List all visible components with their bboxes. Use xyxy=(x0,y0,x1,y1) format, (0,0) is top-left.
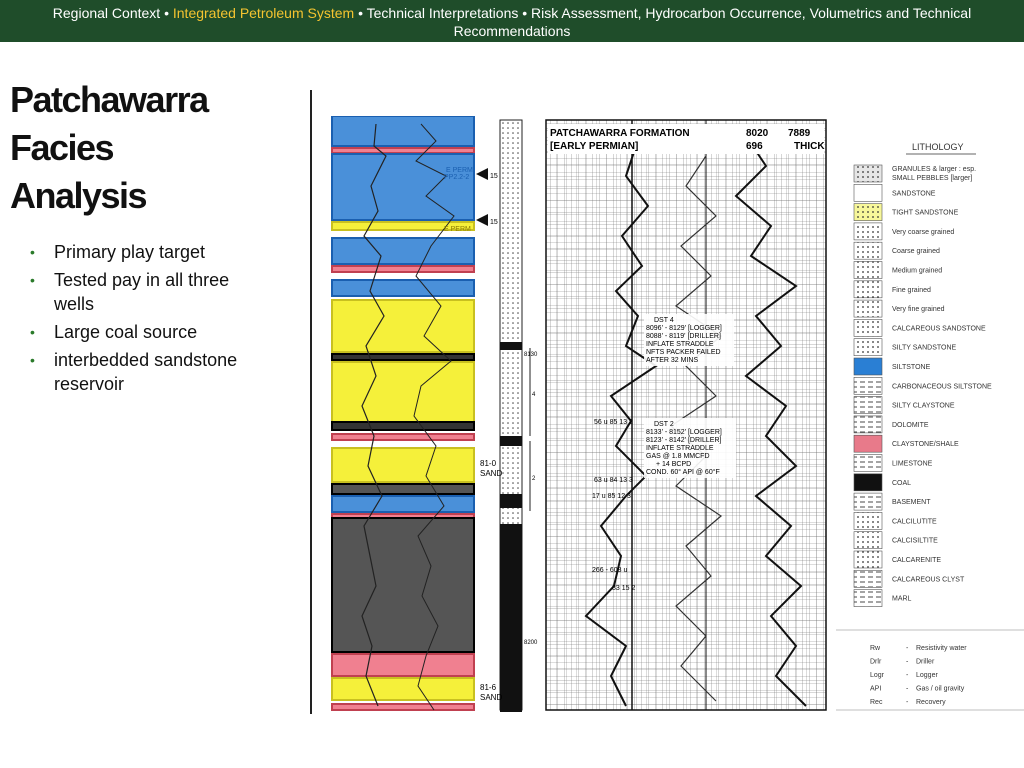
svg-text:8096' - 8129' [LOGGER]: 8096' - 8129' [LOGGER] xyxy=(646,325,722,332)
facies-block xyxy=(332,484,474,494)
svg-text:COND. 60° API @ 60°F: COND. 60° API @ 60°F xyxy=(646,469,720,476)
lithology-item xyxy=(854,300,945,317)
thickness-value: 696 xyxy=(746,141,763,152)
svg-text:INFLATE STRADDLE: INFLATE STRADDLE xyxy=(646,341,714,348)
sand-label: SAND xyxy=(480,693,503,702)
lithology-strip xyxy=(500,120,522,712)
bullet-text: Primary play target xyxy=(54,242,206,262)
svg-text:63 u 84 13 3: 63 u 84 13 3 xyxy=(594,477,633,484)
lithology-swatch-pattern xyxy=(854,204,882,221)
formation-title: PATCHAWARRA FORMATION xyxy=(550,128,690,139)
bullet-item xyxy=(28,240,268,264)
lithology-label: CALCAREOUS CLYST xyxy=(892,576,965,584)
abbrev-separator: - xyxy=(906,645,909,652)
lithology-swatch xyxy=(854,474,882,491)
vertical-divider xyxy=(310,90,312,714)
lithology-label: Very fine grained xyxy=(892,306,945,314)
lithology-swatch-pattern xyxy=(854,339,882,356)
lithology-item xyxy=(854,242,940,259)
lithology-item xyxy=(854,512,937,529)
facies-block xyxy=(332,238,474,264)
lithology-item xyxy=(854,377,992,394)
lithology-item xyxy=(854,416,929,433)
lithology-label: Very coarse grained xyxy=(892,228,955,236)
bullet-item xyxy=(28,348,268,396)
lithology-swatch xyxy=(854,435,882,452)
lithology-label: SILTSTONE xyxy=(892,364,931,371)
lithology-item xyxy=(854,358,931,375)
header-text-part2: • Technical Interpretations • Risk Assessment, Hydrocarbon Occurrence, Volumetrics and Technical Recommendations xyxy=(354,5,972,39)
lithology-label: COAL xyxy=(892,479,912,487)
title-line: Facies xyxy=(10,127,114,168)
abbrev-key: Rw xyxy=(870,645,881,652)
lithology-item xyxy=(854,165,976,182)
title-line: Patchawarra xyxy=(10,79,208,120)
bullet-text: Large coal source xyxy=(54,322,198,342)
lithology-item xyxy=(854,474,911,491)
facies-block xyxy=(332,704,474,710)
lithology-label: Coarse grained xyxy=(892,248,940,256)
lithology-item xyxy=(854,262,942,279)
lithology-label: Fine grained xyxy=(892,286,931,294)
lithology-label-2: SMALL PEBBLES [larger] xyxy=(892,175,973,182)
abbrev-key: Drlr xyxy=(870,658,882,666)
lithology-swatch-pattern xyxy=(854,319,882,336)
abbrev-key: API xyxy=(870,685,882,693)
bullet-item xyxy=(28,268,268,316)
facies-block xyxy=(332,518,474,652)
facies-block xyxy=(332,280,474,296)
abbrev-definition: Driller xyxy=(916,658,935,666)
svg-text:8123' - 8142' [DRILLER]: 8123' - 8142' [DRILLER] xyxy=(646,437,722,444)
abbrev-separator: - xyxy=(906,658,909,666)
perm-label: E PERM xyxy=(446,167,473,174)
lithology-label: DOLOMITE xyxy=(892,421,929,429)
facies-block xyxy=(332,148,474,153)
svg-text:DST 2: DST 2 xyxy=(654,421,674,428)
scale-label: 2 xyxy=(532,476,536,482)
header-banner xyxy=(0,0,1024,42)
lithology-label: CALCARENITE xyxy=(892,557,942,564)
svg-text:8088' - 8119' [DRILLER]: 8088' - 8119' [DRILLER] xyxy=(646,333,721,340)
title-line: Analysis xyxy=(10,175,147,216)
lithology-swatch-pattern xyxy=(854,281,882,298)
svg-text:DST 4: DST 4 xyxy=(654,317,674,324)
lithology-label: SILTY CLAYSTONE xyxy=(892,402,955,410)
formation-age: [EARLY PERMIAN] xyxy=(550,141,639,152)
abbrev-definition: Resistivity water xyxy=(916,645,967,652)
lithology-swatch-pattern xyxy=(854,512,882,529)
facies-block xyxy=(332,300,474,352)
abbrev-separator: - xyxy=(906,685,909,693)
facies-block xyxy=(332,154,474,220)
lithology-label: BASEMENT xyxy=(892,499,931,507)
lithology-swatch-pattern xyxy=(854,493,882,510)
lithology-item xyxy=(854,532,938,549)
lithology-label: CALCISILTITE xyxy=(892,537,938,545)
well-log-figure xyxy=(326,116,831,712)
lithology-label: CARBONACEOUS SILTSTONE xyxy=(892,383,992,391)
abbrev-key: Logr xyxy=(870,672,885,679)
perm-label: E PERM xyxy=(444,226,471,233)
svg-text:+ 14 BCPD: + 14 BCPD xyxy=(656,461,692,468)
abbrev-definition: Recovery xyxy=(916,699,946,706)
depth-label: 8130 xyxy=(524,352,538,358)
abbrev-separator: - xyxy=(906,699,909,706)
abbrev-definition: Logger xyxy=(916,672,938,679)
svg-text:AFTER 32 MINS: AFTER 32 MINS xyxy=(646,357,699,364)
lithology-label: CLAYSTONE/SHALE xyxy=(892,441,959,449)
lithology-swatch-pattern xyxy=(854,300,882,317)
lithology-label: CALCAREOUS SANDSTONE xyxy=(892,325,986,333)
lithology-item xyxy=(854,281,931,298)
facies-block xyxy=(332,116,474,146)
lithology-swatch-pattern xyxy=(854,242,882,259)
lithology-label: TIGHT SANDSTONE xyxy=(892,209,959,217)
svg-text:GAS @ 1.8 MMCFD: GAS @ 1.8 MMCFD xyxy=(646,453,710,460)
lithology-label: SILTY SANDSTONE xyxy=(892,344,957,352)
depth-dash: 7889 xyxy=(788,128,811,139)
lithology-item xyxy=(854,551,941,568)
abbrev-key: Rec xyxy=(870,699,883,706)
abbrev-separator: - xyxy=(906,672,909,679)
dst4-annotation xyxy=(644,314,734,366)
lithology-swatch-pattern xyxy=(854,397,882,414)
lithology-label: CALCILUTITE xyxy=(892,518,937,526)
lithology-item xyxy=(854,455,933,472)
lithology-item xyxy=(854,590,912,607)
lithology-label: LIMESTONE xyxy=(892,460,933,468)
bullet-dot-icon: • xyxy=(30,244,35,260)
lithology-item xyxy=(854,493,931,510)
depth-top: 8020 xyxy=(746,128,769,139)
header-text-part1: Regional Context • xyxy=(52,5,173,21)
facies-block xyxy=(332,422,474,430)
lithology-swatch-pattern xyxy=(854,262,882,279)
facies-block xyxy=(332,448,474,482)
facies-block xyxy=(332,496,474,512)
lithology-item xyxy=(854,184,936,201)
facies-block xyxy=(332,678,474,700)
facies-block xyxy=(332,434,474,440)
bullet-list xyxy=(28,240,268,400)
bullet-text: interbedded sandstone reservoir xyxy=(54,350,238,394)
lithology-swatch-pattern xyxy=(854,551,882,568)
svg-text:266 - 608 u: 266 - 608 u xyxy=(592,567,628,574)
lithology-label: Medium grained xyxy=(892,267,943,275)
bullet-dot-icon: • xyxy=(30,352,35,368)
lithology-swatch-pattern xyxy=(854,377,882,394)
marker-label: 15 xyxy=(490,173,498,180)
bullet-text: Tested pay in all three wells xyxy=(54,270,230,314)
lithology-label: GRANULES & larger : esp. xyxy=(892,166,977,173)
lithology-swatch-pattern xyxy=(854,223,882,240)
sand-label: SAND xyxy=(480,469,503,478)
facies-block xyxy=(332,362,474,422)
scale-label: 4 xyxy=(532,392,536,398)
lithology-title: LITHOLOGY xyxy=(912,142,964,152)
svg-text:8133' - 8152' [LOGGER]: 8133' - 8152' [LOGGER] xyxy=(646,429,722,436)
facies-block xyxy=(332,654,474,676)
bullet-dot-icon: • xyxy=(30,324,35,340)
lithology-label: MARL xyxy=(892,595,912,603)
svg-text:NFTS PACKER FAILED: NFTS PACKER FAILED xyxy=(646,349,721,356)
lithology-label: SANDSTONE xyxy=(892,190,936,198)
sand-label: 81-6 xyxy=(480,683,497,692)
lithology-swatch-pattern xyxy=(854,590,882,607)
svg-text:17 u 85 12 3: 17 u 85 12 3 xyxy=(592,493,631,500)
lithology-swatch-pattern xyxy=(854,532,882,549)
facies-block xyxy=(332,354,474,360)
lithology-item xyxy=(854,570,965,587)
lithology-item xyxy=(854,339,957,356)
svg-text:56 u 85 13 2: 56 u 85 13 2 xyxy=(594,419,633,426)
lithology-item xyxy=(854,204,959,221)
facies-column xyxy=(330,116,476,712)
abbrev-definition: Gas / oil gravity xyxy=(916,685,965,693)
bullet-item xyxy=(28,320,268,344)
lithology-item xyxy=(854,397,955,414)
lithology-swatch xyxy=(854,358,882,375)
lithology-swatch-pattern xyxy=(854,416,882,433)
header-highlight: Integrated Petroleum System xyxy=(172,5,355,21)
log-grid-track xyxy=(546,120,826,710)
lithology-item xyxy=(854,435,959,452)
page-title xyxy=(10,76,290,220)
sand-label: 81-0 xyxy=(480,459,497,468)
lithology-swatch-pattern xyxy=(854,455,882,472)
thickness-label: THICK xyxy=(794,141,825,152)
svg-text:INFLATE STRADDLE: INFLATE STRADDLE xyxy=(646,445,714,452)
depth-label: 8200 xyxy=(524,640,538,646)
facies-block xyxy=(332,266,474,272)
lithology-item xyxy=(854,319,986,336)
lithology-swatch-pattern xyxy=(854,570,882,587)
svg-text:83 15 2: 83 15 2 xyxy=(612,585,636,592)
lithology-legend xyxy=(836,130,1024,714)
marker-label: 15 xyxy=(490,219,498,226)
bullet-dot-icon: • xyxy=(30,272,35,288)
lithology-swatch xyxy=(854,184,882,201)
lithology-swatch-pattern xyxy=(854,165,882,182)
lithology-item xyxy=(854,223,954,240)
dst2-annotation xyxy=(644,418,736,478)
pp-label: PP2.2-2 xyxy=(444,174,470,181)
